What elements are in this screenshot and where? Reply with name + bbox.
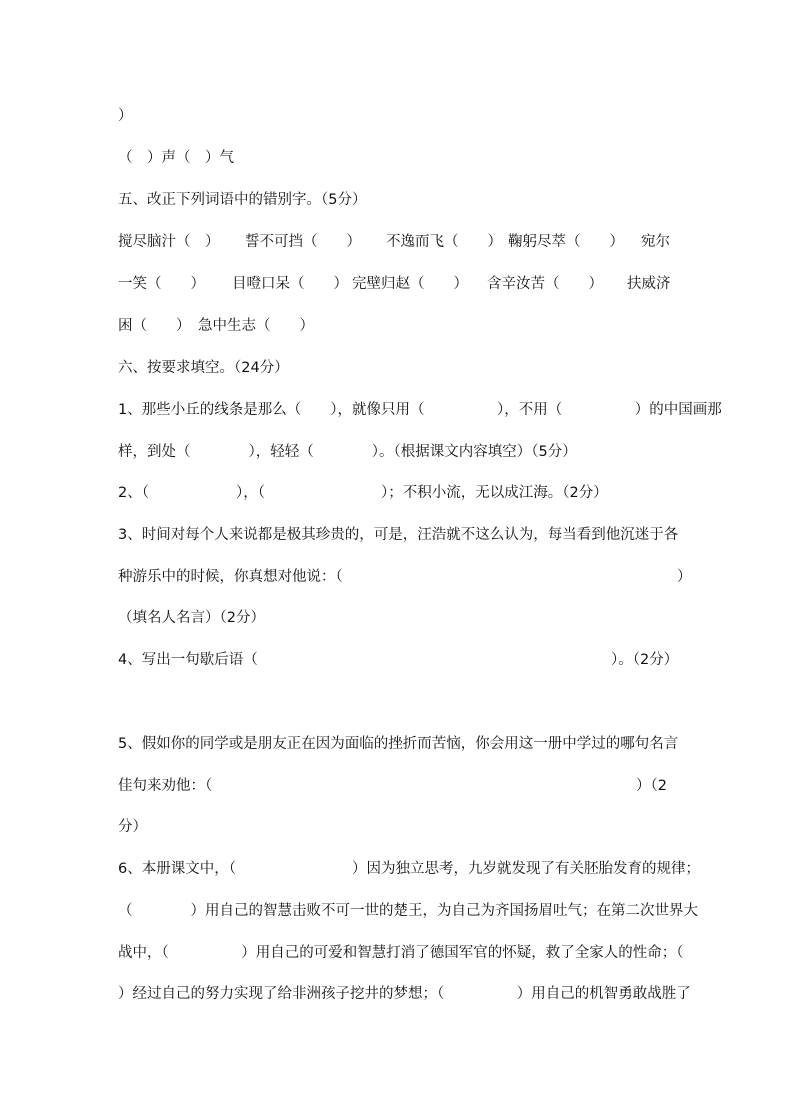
question-5-line-2 (0, 774, 790, 798)
word-item: 困（ ） (118, 318, 191, 334)
question-1-line-2 (0, 440, 790, 464)
typo-words-row-2 (0, 272, 790, 296)
line-text: （ ）声（ ）气 (118, 150, 234, 166)
typo-words-row-3 (0, 314, 790, 338)
line-text: 2、（ ），（ ）；不积小流，无以成江海。（2分） (118, 485, 608, 501)
word-item: 急中生志（ ） (198, 318, 314, 334)
line-text: 1、那些小丘的线条是那么（ ），就像只用（ ），不用（ ）的中国画那 (118, 402, 722, 418)
question-6-line-4 (0, 982, 790, 1006)
text-line-2 (0, 146, 790, 170)
score-text: ）。（2分） (611, 652, 679, 668)
word-item: 扶威济 (627, 276, 671, 292)
question-3-line-1 (0, 523, 790, 547)
text-line-1 (0, 104, 790, 128)
question-6-line-2 (0, 899, 790, 923)
line-text: 3、时间对每个人来说都是极其珍贵的，可是，汪浩就不这么认为，每当看到他沉迷于各 (118, 527, 679, 543)
line-text: （ ）用自己的智慧击败不可一世的楚王，为自己为齐国扬眉吐气；在第二次世界大 (118, 903, 698, 919)
question-5-line-1 (0, 732, 790, 756)
question-4 (0, 648, 790, 672)
word-item: 宛尔 (641, 234, 670, 250)
line-text: 战中，（ ）用自己的可爱和智慧打消了德国军官的怀疑，救了全家人的性命；（ (118, 945, 684, 961)
word-item: 鞠躬尽萃（ ） (508, 234, 624, 250)
line-text: （填名人名言）（2分） (118, 610, 265, 626)
question-3-line-2 (0, 565, 790, 589)
word-item: 誓不可挡（ ） (245, 234, 361, 250)
word-item: 不逸而飞（ ） (386, 234, 502, 250)
closing-bracket: ） (677, 569, 692, 585)
line-text: 样，到处（ ），轻轻（ ）。（根据课文内容填空）（5分） (118, 444, 577, 460)
question-5-line-3 (0, 815, 790, 839)
word-item: 含辛汝苦（ ） (487, 276, 603, 292)
line-text: 种游乐中的时候，你真想对他说：（ (118, 569, 343, 585)
word-item: 一笑（ ） (118, 276, 205, 292)
question-6-line-3 (0, 941, 790, 965)
line-text: 5、假如你的同学或是朋友正在因为面临的挫折而苦恼，你会用这一册中学过的哪句名言 (118, 736, 679, 752)
line-text: 佳句来劝他：（ (118, 778, 213, 794)
line-text: 分） (118, 819, 147, 835)
word-item: 搅尽脑汁（ ） (118, 234, 220, 250)
question-1-line-1 (0, 398, 790, 422)
line-text: 五、改正下列词语中的错别字。（5分） (118, 192, 367, 208)
word-item: 目噔口呆（ ） (232, 276, 348, 292)
section-five-heading (0, 188, 790, 212)
score-text: ）（2 (636, 778, 667, 794)
question-2 (0, 481, 790, 505)
line-text: 6、本册课文中，（ ）因为独立思考，九岁就发现了有关胚胎发育的规律； (118, 861, 700, 877)
word-item: 完壁归赵（ ） (352, 276, 468, 292)
line-text: 4、写出一句歇后语（ (118, 652, 258, 668)
line-text: 六、按要求填空。（24分） (118, 360, 289, 376)
line-text: ）经过自己的努力实现了给非洲孩子挖井的梦想；（ ）用自己的机智勇敢战胜了 (118, 986, 691, 1002)
section-six-heading (0, 356, 790, 380)
line-text: ） (118, 108, 133, 124)
question-3-line-3 (0, 606, 790, 630)
question-6-line-1 (0, 857, 790, 881)
typo-words-row-1 (0, 230, 790, 254)
